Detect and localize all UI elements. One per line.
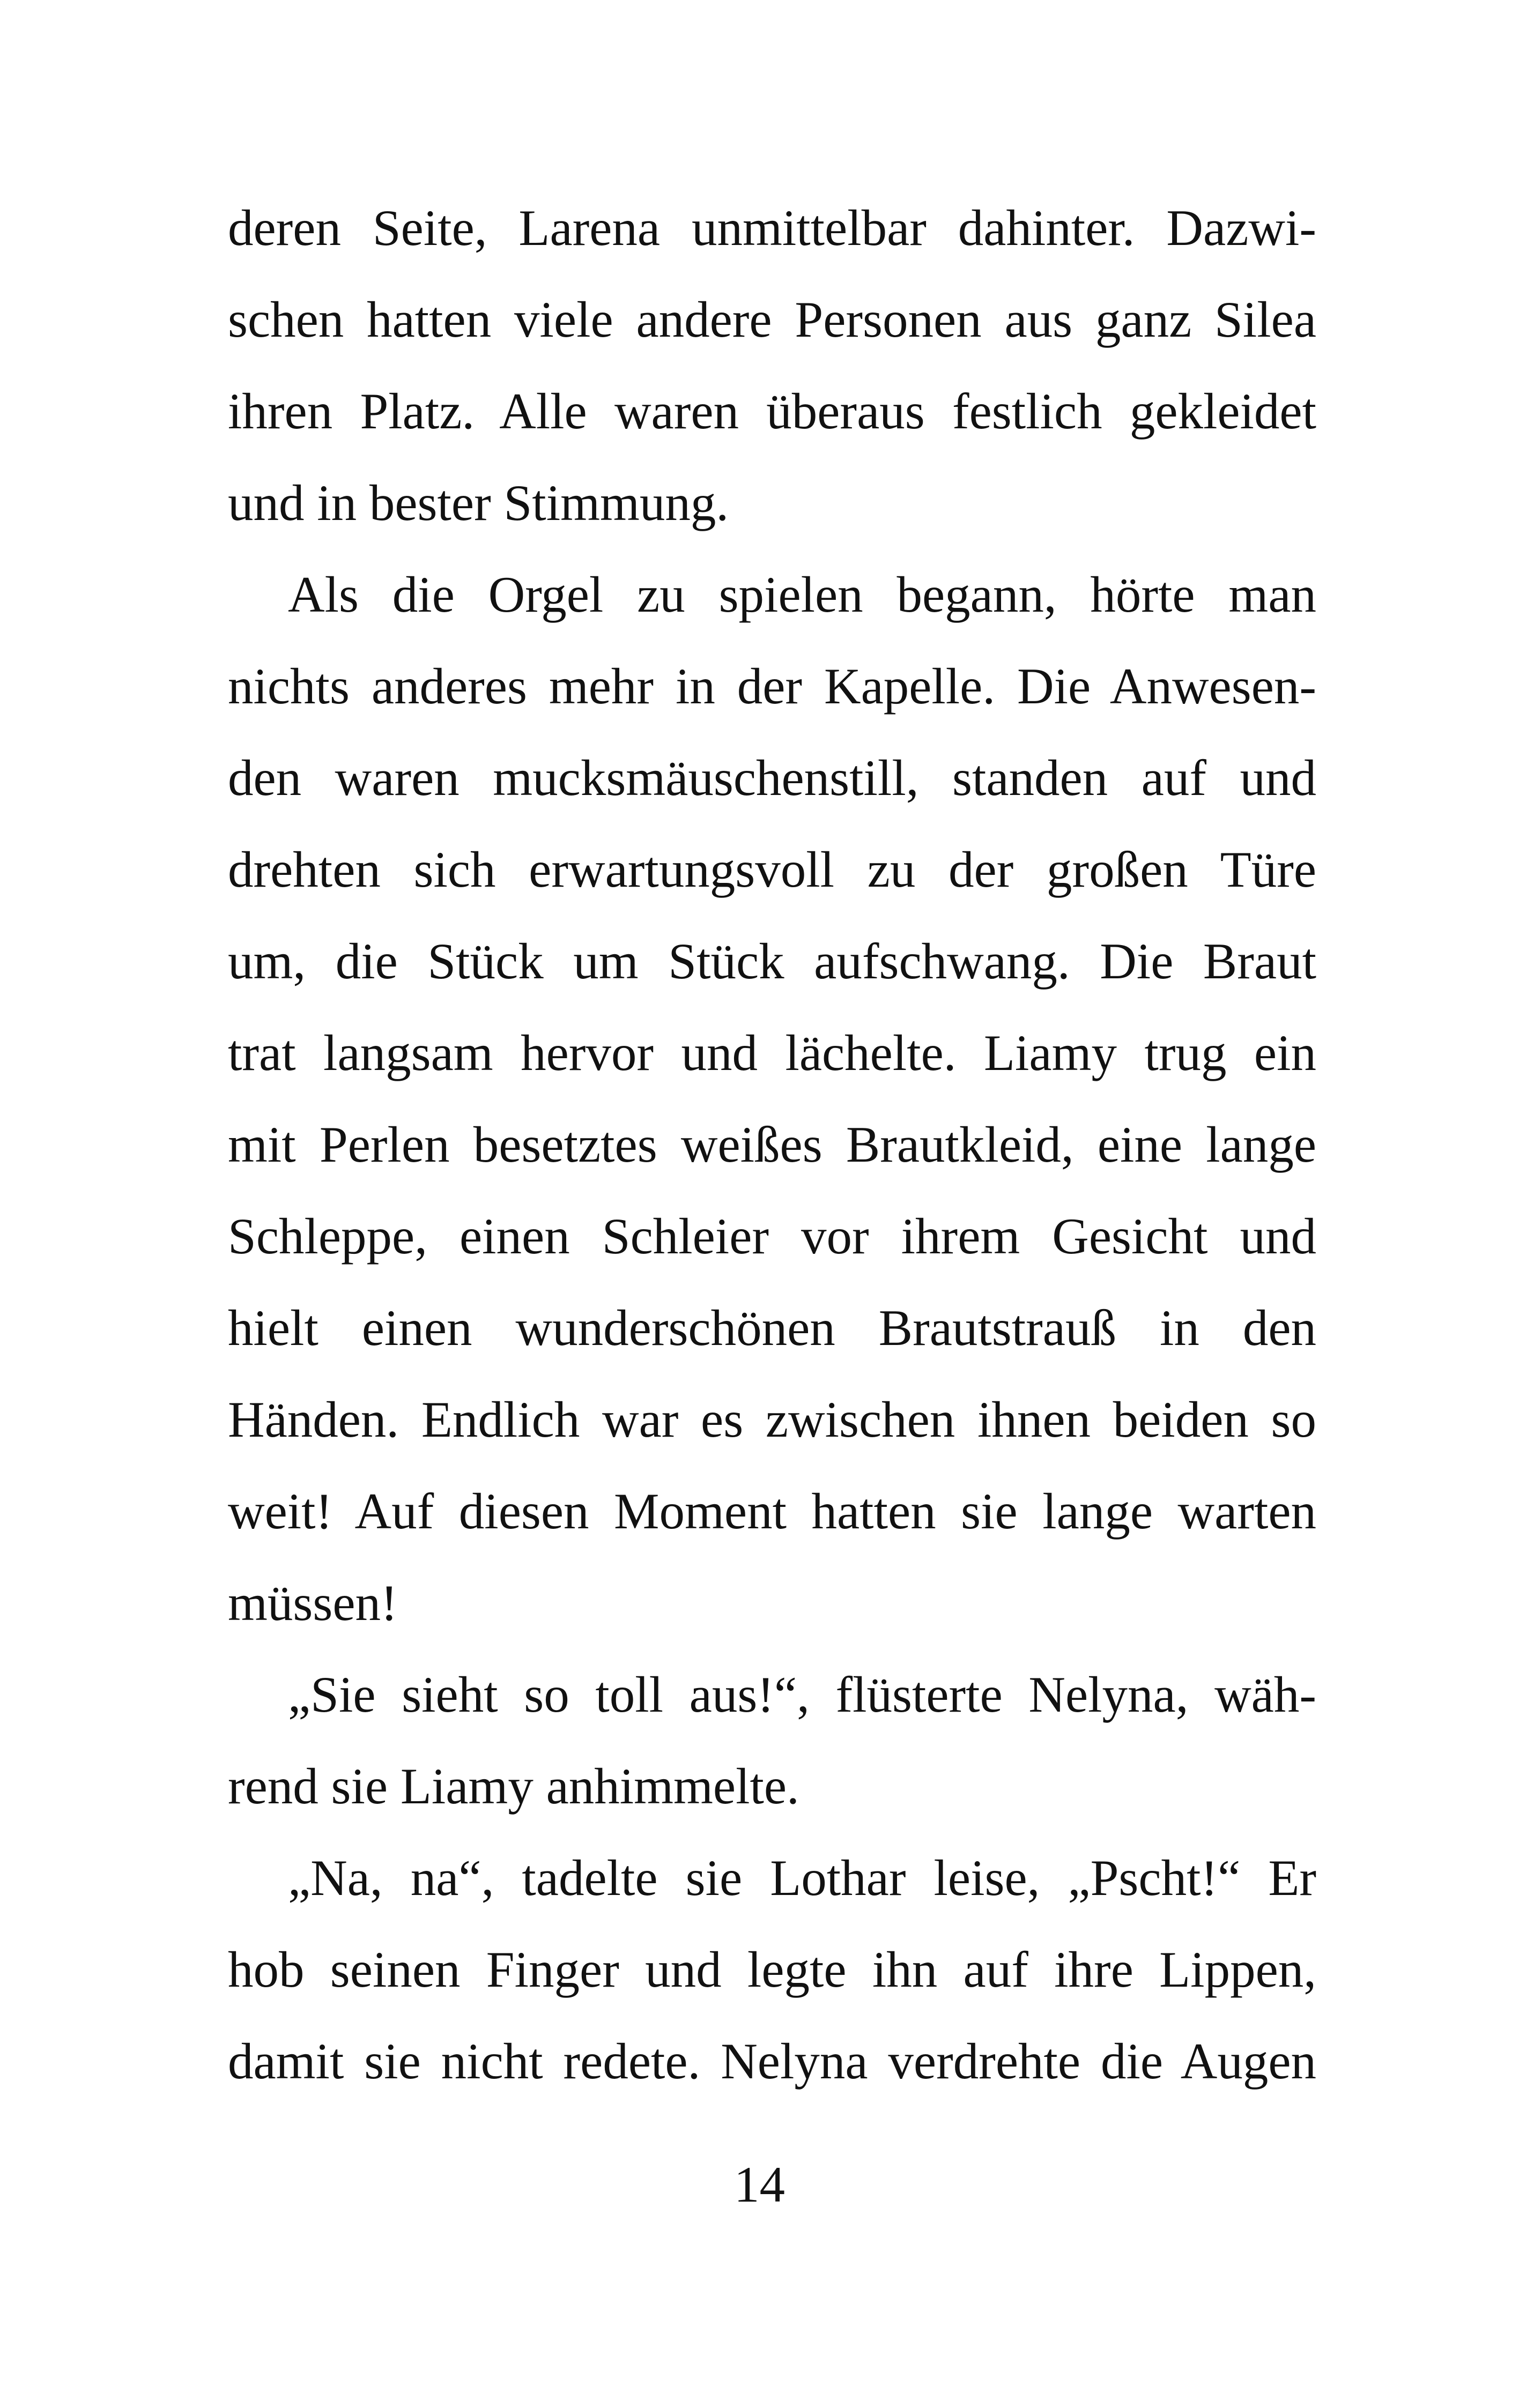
text-line: und in bester Stimmung. [228,474,729,531]
text-line: ihren Platz. Alle waren überaus festlich gekleidet [228,383,1316,440]
text-line: rend sie Liamy anhimmelte. [228,1758,799,1815]
page-number: 14 [734,2156,785,2213]
text-line: Als die Orgel zu spielen begann, hörte man [288,566,1316,623]
text-line: den waren mucksmäuschenstill, standen auf und [228,749,1316,806]
text-line: trat langsam hervor und lächelte. Liamy trug ein [228,1024,1316,1081]
text-line: Schleppe, einen Schleier vor ihrem Gesicht und [228,1208,1316,1265]
text-line: Händen. Endlich war es zwischen ihnen beiden so [228,1391,1316,1448]
text-line: mit Perlen besetztes weißes Brautkleid, eine lange [228,1116,1316,1173]
text-line: müssen! [228,1574,398,1631]
text-line: schen hatten viele andere Personen aus ganz Silea [228,291,1316,348]
body-text [228,182,1316,2107]
text-line: „Na, na“, tadelte sie Lothar leise, „Pscht!“ Er [288,1849,1316,1906]
text-line: hob seinen Finger und legte ihn auf ihre Lippen, [228,1941,1316,1998]
text-line: drehten sich erwartungsvoll zu der großen Türe [228,841,1316,898]
text-line: nichts anderes mehr in der Kapelle. Die Anwesen- [228,658,1316,715]
text-line: damit sie nicht redete. Nelyna verdrehte die Augen [228,2033,1316,2090]
text-line: „Sie sieht so toll aus!“, flüsterte Nelyna, wäh- [288,1666,1316,1723]
text-line: deren Seite, Larena unmittelbar dahinter. Dazwi- [228,199,1316,256]
text-line: um, die Stück um Stück aufschwang. Die Braut [228,933,1316,990]
text-line: weit! Auf diesen Moment hatten sie lange warten [228,1483,1316,1540]
text-line: hielt einen wunderschönen Brautstrauß in den [228,1299,1316,1356]
